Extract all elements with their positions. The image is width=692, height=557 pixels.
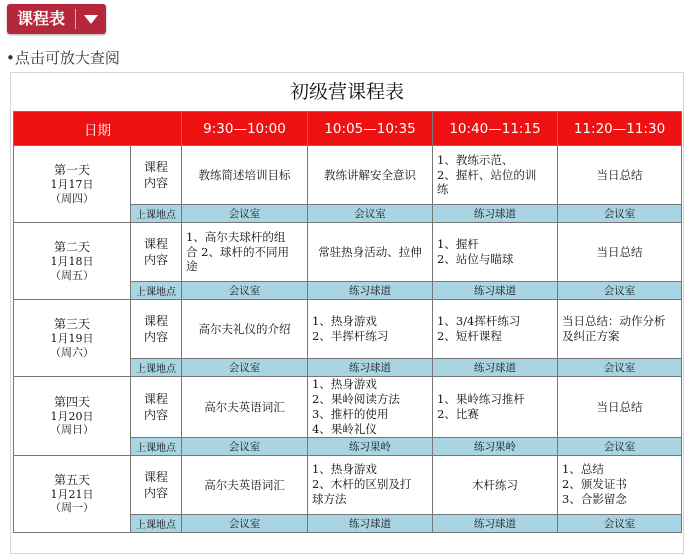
session-cell bbox=[433, 146, 558, 205]
session-line: 1、热身游戏 bbox=[312, 314, 377, 329]
session-cell bbox=[558, 455, 682, 514]
day-date: 1月18日 bbox=[50, 254, 94, 268]
location-cell: 练习球道 bbox=[433, 282, 558, 300]
schedule-image[interactable] bbox=[10, 72, 684, 554]
session-line: 2、果岭阅读方法 bbox=[312, 391, 400, 406]
content-label-line: 课程 bbox=[143, 236, 168, 251]
location-cell: 会议室 bbox=[182, 359, 308, 377]
content-label-line: 内容 bbox=[143, 253, 168, 267]
session-line: 合 2、球杆的不同用 bbox=[186, 244, 289, 259]
day-date: 1月20日 bbox=[50, 409, 94, 423]
content-label bbox=[131, 146, 182, 205]
day-weekday: （周六） bbox=[50, 345, 94, 359]
day-cell bbox=[14, 300, 131, 377]
session-line: 2、木杆的区别及打 bbox=[312, 477, 412, 492]
session-cell bbox=[308, 146, 433, 205]
location-cell: 会议室 bbox=[182, 437, 308, 455]
content-label-line: 内容 bbox=[143, 176, 168, 190]
location-cell: 练习球道 bbox=[308, 282, 433, 300]
schedule-menu-button[interactable] bbox=[7, 4, 106, 34]
chevron-down-icon[interactable] bbox=[76, 4, 106, 34]
day-date: 1月19日 bbox=[50, 331, 94, 345]
location-cell: 会议室 bbox=[308, 205, 433, 223]
column-header-date: 日期 bbox=[14, 112, 182, 146]
session-line: 2、短杆课程 bbox=[437, 329, 502, 343]
session-cell bbox=[308, 377, 433, 438]
location-cell: 会议室 bbox=[558, 282, 682, 300]
header-row bbox=[14, 112, 682, 146]
content-label-line: 内容 bbox=[143, 485, 168, 500]
location-label: 上课地点 bbox=[131, 437, 182, 455]
session-cell bbox=[182, 377, 308, 438]
session-line: 高尔夫英语词汇 bbox=[204, 399, 285, 414]
session-line: 2、半挥杆练习 bbox=[312, 329, 389, 343]
session-cell bbox=[558, 223, 682, 282]
day-weekday: （周日） bbox=[50, 423, 94, 437]
session-cell bbox=[308, 455, 433, 514]
column-header-slot-2: 10:05—10:35 bbox=[308, 112, 433, 146]
zoom-hint: •点击可放大查阅 bbox=[6, 49, 120, 67]
day-name: 第四天 bbox=[53, 394, 90, 409]
session-cell bbox=[433, 455, 558, 514]
day-name: 第五天 bbox=[53, 472, 90, 487]
day-cell bbox=[14, 146, 131, 223]
session-line: 1、热身游戏 bbox=[312, 462, 377, 477]
session-line: 木杆练习 bbox=[472, 477, 518, 492]
location-label: 上课地点 bbox=[131, 359, 182, 377]
content-label-line: 课程 bbox=[143, 391, 168, 406]
session-line: 教练讲解安全意识 bbox=[324, 168, 416, 182]
day-date: 1月21日 bbox=[50, 487, 94, 501]
day-content-row bbox=[14, 146, 682, 205]
session-line: 1、教练示范、 bbox=[437, 152, 514, 167]
day-name: 第三天 bbox=[53, 316, 90, 331]
session-line: 2、颁发证书 bbox=[562, 477, 627, 492]
day-content-row bbox=[14, 455, 682, 514]
session-line: 练 bbox=[437, 182, 449, 197]
content-label bbox=[131, 455, 182, 514]
session-line: 4、果岭礼仪 bbox=[312, 421, 377, 436]
location-cell: 会议室 bbox=[182, 282, 308, 300]
day-cell bbox=[14, 223, 131, 300]
location-label: 上课地点 bbox=[131, 205, 182, 223]
session-line: 2、比赛 bbox=[437, 406, 479, 421]
session-line: 当日总结 bbox=[596, 399, 643, 414]
location-cell: 会议室 bbox=[182, 205, 308, 223]
location-cell: 练习果岭 bbox=[308, 437, 433, 455]
schedule-title: 初级营课程表 bbox=[289, 81, 404, 103]
location-cell: 练习球道 bbox=[433, 514, 558, 532]
day-weekday: （周五） bbox=[50, 268, 94, 282]
content-label bbox=[131, 223, 182, 282]
content-label-line: 内容 bbox=[143, 407, 168, 422]
session-line: 高尔夫礼仪的介绍 bbox=[198, 322, 291, 336]
session-cell bbox=[308, 223, 433, 282]
session-cell bbox=[182, 455, 308, 514]
session-line: 2、握杆、站位的训 bbox=[437, 167, 537, 182]
day-cell bbox=[14, 377, 131, 456]
session-cell bbox=[182, 146, 308, 205]
session-line: 途 bbox=[186, 259, 198, 274]
session-line: 当日总结 bbox=[596, 168, 643, 182]
location-label: 上课地点 bbox=[131, 514, 182, 532]
session-line: 1、握杆 bbox=[437, 237, 479, 252]
session-line: 常驻热身活动、拉伸 bbox=[318, 245, 422, 259]
session-cell bbox=[433, 300, 558, 359]
content-label-line: 课程 bbox=[143, 469, 168, 484]
content-label-line: 内容 bbox=[143, 330, 168, 344]
session-line: 1、3/4挥杆练习 bbox=[437, 314, 521, 329]
session-line: 1、总结 bbox=[562, 462, 604, 477]
schedule-table bbox=[13, 111, 682, 533]
location-cell: 会议室 bbox=[558, 359, 682, 377]
day-name: 第一天 bbox=[53, 162, 90, 177]
session-line: 2、站位与瞄球 bbox=[437, 252, 514, 266]
session-cell bbox=[558, 146, 682, 205]
content-label bbox=[131, 300, 182, 359]
location-cell: 练习果岭 bbox=[433, 437, 558, 455]
location-cell: 练习球道 bbox=[433, 205, 558, 223]
day-name: 第二天 bbox=[53, 239, 90, 254]
session-line: 1、果岭练习推杆 bbox=[437, 391, 525, 406]
day-content-row bbox=[14, 300, 682, 359]
day-date: 1月17日 bbox=[50, 177, 94, 191]
session-line: 高尔夫英语词汇 bbox=[204, 477, 285, 492]
session-cell bbox=[558, 300, 682, 359]
session-line: 球方法 bbox=[312, 492, 347, 507]
location-label: 上课地点 bbox=[131, 282, 182, 300]
content-label-line: 课程 bbox=[143, 159, 168, 174]
session-cell bbox=[433, 223, 558, 282]
content-label-line: 课程 bbox=[143, 313, 168, 328]
session-line: 教练简述培训目标 bbox=[198, 168, 291, 182]
location-cell: 练习球道 bbox=[308, 359, 433, 377]
column-header-slot-4: 11:20—11:30 bbox=[558, 112, 682, 146]
session-cell bbox=[182, 300, 308, 359]
column-header-slot-1: 9:30—10:00 bbox=[182, 112, 308, 146]
location-cell: 练习球道 bbox=[433, 359, 558, 377]
location-cell: 会议室 bbox=[558, 205, 682, 223]
session-line: 3、合影留念 bbox=[562, 492, 627, 507]
session-line: 当日总结：动作分析 bbox=[562, 314, 666, 329]
session-line: 1、高尔夫球杆的组 bbox=[186, 229, 286, 244]
location-cell: 会议室 bbox=[182, 514, 308, 532]
session-line: 3、推杆的使用 bbox=[312, 406, 389, 421]
schedule-menu-label: 课程表 bbox=[17, 9, 66, 28]
column-header-slot-3: 10:40—11:15 bbox=[433, 112, 558, 146]
location-cell: 练习球道 bbox=[308, 514, 433, 532]
location-cell: 会议室 bbox=[558, 514, 682, 532]
session-line: 当日总结 bbox=[596, 245, 643, 259]
day-weekday: （周四） bbox=[50, 191, 94, 205]
location-cell: 会议室 bbox=[558, 437, 682, 455]
day-content-row bbox=[14, 377, 682, 438]
session-cell bbox=[558, 377, 682, 438]
session-cell bbox=[182, 223, 308, 282]
session-cell bbox=[433, 377, 558, 438]
content-label bbox=[131, 377, 182, 438]
session-line: 1、热身游戏 bbox=[312, 377, 377, 391]
session-cell bbox=[308, 300, 433, 359]
day-content-row bbox=[14, 223, 682, 282]
day-cell bbox=[14, 455, 131, 532]
day-weekday: （周一） bbox=[50, 501, 94, 515]
session-line: 及纠正方案 bbox=[562, 329, 620, 343]
